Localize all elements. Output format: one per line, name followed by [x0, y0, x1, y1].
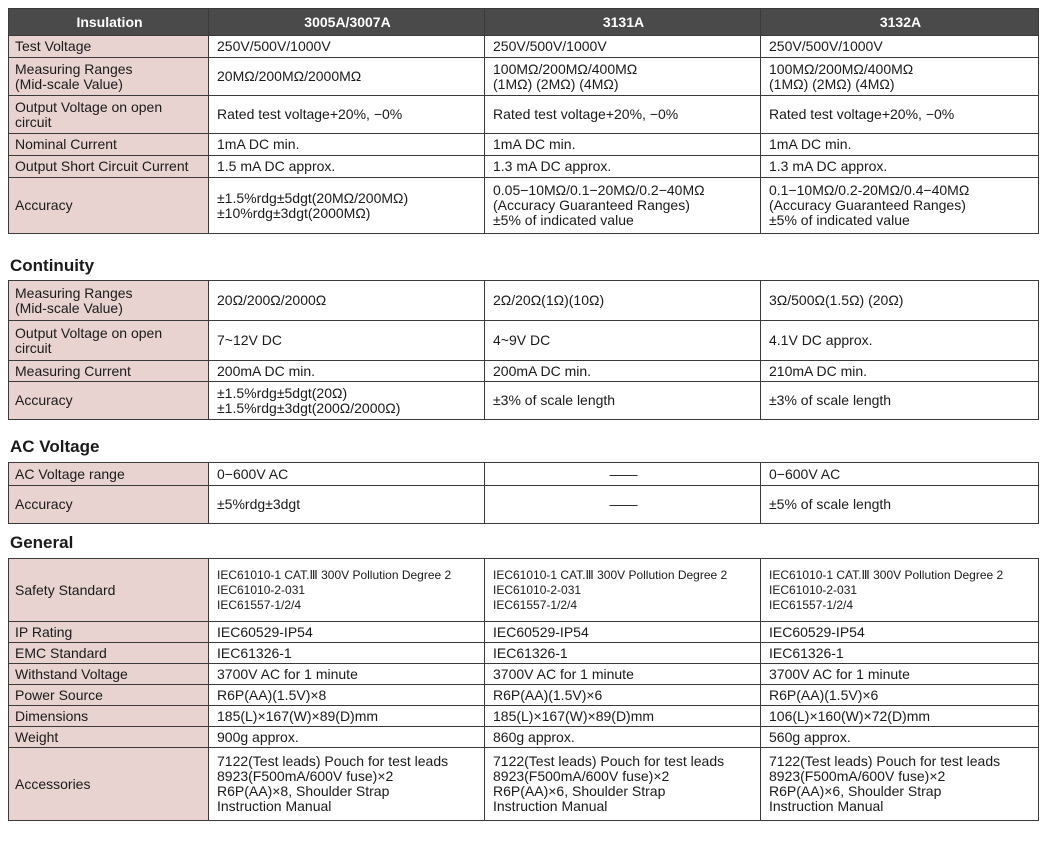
spec-label-line: EMC Standard [15, 644, 107, 661]
spec-value [761, 706, 1039, 727]
spec-value-line: Rated test voltage+20%, −0% [493, 106, 679, 122]
spec-value [761, 643, 1039, 664]
spec-value-line: 7122(Test leads) Pouch for test leads [769, 753, 1001, 769]
spec-value-line: IEC61557-1/2/4 [769, 597, 854, 612]
spec-value [209, 727, 485, 748]
spec-label-line: Measuring Current [15, 362, 131, 379]
spec-value [485, 643, 761, 664]
spec-value-line: 20MΩ/200MΩ/2000MΩ [217, 68, 362, 84]
spec-value [209, 178, 485, 234]
spec-label [9, 643, 209, 664]
spec-row [9, 96, 1039, 134]
ac-voltage-table [8, 462, 1039, 524]
spec-label [9, 622, 209, 643]
spec-label [9, 748, 209, 821]
spec-value [761, 559, 1039, 622]
spec-label-line: Accessories [15, 775, 91, 792]
spec-value [485, 321, 761, 361]
spec-value-line: IEC60529-IP54 [217, 623, 313, 640]
spec-value-line: Rated test voltage+20%, −0% [217, 106, 403, 122]
spec-value-line: IEC61010-1 CAT.Ⅲ 300V Pollution Degree 2 [217, 567, 452, 582]
spec-label [9, 36, 209, 58]
spec-value-line: 1mA DC min. [217, 136, 300, 152]
spec-value-line: 900g approx. [217, 728, 299, 745]
spec-label-line: (Mid-scale Value) [15, 75, 123, 92]
spec-value-line: IEC61010-1 CAT.Ⅲ 300V Pollution Degree 2 [769, 567, 1004, 582]
spec-row [9, 727, 1039, 748]
spec-value [209, 706, 485, 727]
spec-value-line: 0.1−10MΩ/0.2-20MΩ/0.4−40MΩ [769, 182, 970, 198]
spec-value-line: 1.3 mA DC approx. [769, 158, 888, 174]
spec-value [485, 664, 761, 685]
spec-value-line: (1MΩ) (2MΩ) (4MΩ) [769, 75, 895, 92]
spec-value-line: Rated test voltage+20%, −0% [769, 106, 955, 122]
spec-label [9, 727, 209, 748]
spec-value-line: 1mA DC min. [769, 136, 852, 152]
spec-value [485, 58, 761, 96]
spec-value-line: R6P(AA)×6, Shoulder Strap [493, 783, 666, 799]
spec-value-line: IEC61010-2-031 [493, 582, 582, 597]
insulation-table [8, 8, 1039, 234]
model-header-3132a: 3132A [761, 9, 1039, 36]
spec-value-line: 3700V AC for 1 minute [769, 665, 910, 682]
spec-value-line: 4.1V DC approx. [769, 332, 873, 348]
spec-value-line: 20Ω/200Ω/2000Ω [217, 292, 327, 308]
spec-label-line: Power Source [15, 686, 103, 703]
spec-label [9, 134, 209, 156]
spec-value-line: ±5% of indicated value [769, 212, 910, 228]
spec-value [209, 486, 485, 524]
spec-value [485, 559, 761, 622]
spec-value-line: 7~12V DC [217, 332, 282, 348]
spec-value-line: 7122(Test leads) Pouch for test leads [493, 753, 725, 769]
spec-row [9, 36, 1039, 58]
spec-value-line: R6P(AA)(1.5V)×8 [217, 686, 327, 703]
spec-value [209, 134, 485, 156]
spec-row [9, 281, 1039, 321]
spec-value-line: R6P(AA)(1.5V)×6 [493, 686, 603, 703]
spec-row [9, 58, 1039, 96]
spec-label [9, 361, 209, 382]
spec-value [209, 281, 485, 321]
spec-value-line: Instruction Manual [493, 798, 608, 814]
section-title-general: General [10, 533, 74, 552]
spec-value-line: R6P(AA)(1.5V)×6 [769, 686, 879, 703]
spec-value-line: 100MΩ/200MΩ/400MΩ [769, 60, 914, 77]
spec-value-line: 3Ω/500Ω(1.5Ω) (20Ω) [769, 292, 904, 308]
spec-label [9, 321, 209, 361]
spec-value [209, 463, 485, 486]
spec-value [209, 156, 485, 178]
spec-value [761, 382, 1039, 420]
spec-label [9, 486, 209, 524]
spec-value [209, 96, 485, 134]
spec-value-line: IEC60529-IP54 [769, 623, 865, 640]
spec-label [9, 706, 209, 727]
spec-label-line: Test Voltage [15, 38, 92, 54]
spec-value-line: ±5%rdg±3dgt [217, 496, 301, 512]
spec-value [761, 361, 1039, 382]
spec-label [9, 96, 209, 134]
spec-label-line: AC Voltage range [15, 465, 125, 482]
not-applicable-dash: —— [609, 465, 638, 482]
spec-value-line: (1MΩ) (2MΩ) (4MΩ) [493, 75, 619, 92]
spec-value-line: 3700V AC for 1 minute [493, 665, 634, 682]
spec-value [761, 281, 1039, 321]
spec-label [9, 178, 209, 234]
spec-value [209, 643, 485, 664]
spec-value [209, 36, 485, 58]
spec-value-line: ±3% of scale length [769, 392, 892, 408]
spec-value-line: R6P(AA)×6, Shoulder Strap [769, 783, 942, 799]
spec-value-line: (Accuracy Guaranteed Ranges) [493, 197, 690, 213]
section-title-continuity: Continuity [10, 256, 95, 275]
spec-row [9, 559, 1039, 622]
spec-value-line: 560g approx. [769, 728, 851, 745]
spec-value [761, 622, 1039, 643]
spec-label [9, 281, 209, 321]
spec-value-line: IEC61010-1 CAT.Ⅲ 300V Pollution Degree 2 [493, 567, 728, 582]
spec-value-line: 8923(F500mA/600V fuse)×2 [493, 768, 670, 784]
spec-label [9, 463, 209, 486]
spec-value [209, 321, 485, 361]
spec-value [485, 727, 761, 748]
insulation-header-row [9, 9, 1039, 36]
spec-row [9, 134, 1039, 156]
spec-value [761, 36, 1039, 58]
spec-value-line: 200mA DC min. [217, 362, 316, 379]
spec-label [9, 685, 209, 706]
spec-label-line: Output Short Circuit Current [15, 158, 189, 174]
spec-value [485, 156, 761, 178]
spec-value-line: 8923(F500mA/600V fuse)×2 [217, 768, 394, 784]
spec-value-line: ±1.5%rdg±3dgt(200Ω/2000Ω) [217, 399, 401, 416]
spec-value-line: ±5% of scale length [769, 496, 892, 512]
spec-row [9, 178, 1039, 234]
spec-value-line: IEC61557-1/2/4 [217, 597, 302, 612]
spec-value-line: 8923(F500mA/600V fuse)×2 [769, 768, 946, 784]
spec-value [485, 706, 761, 727]
spec-row [9, 486, 1039, 524]
spec-label-line: Withstand Voltage [15, 665, 128, 682]
spec-value-line: 0.05−10MΩ/0.1−20MΩ/0.2−40MΩ [493, 182, 705, 198]
spec-value-line: IEC61557-1/2/4 [493, 597, 578, 612]
spec-label-line: circuit [15, 339, 52, 356]
spec-value [485, 178, 761, 234]
spec-value-line: 185(L)×167(W)×89(D)mm [493, 707, 655, 724]
spec-value-line: 7122(Test leads) Pouch for test leads [217, 753, 449, 769]
spec-value-line: ±5% of indicated value [493, 212, 634, 228]
spec-label [9, 559, 209, 622]
model-header-3005a-3007a: 3005A/3007A [209, 9, 485, 36]
spec-row [9, 622, 1039, 643]
spec-value-line: 200mA DC min. [493, 362, 592, 379]
spec-value [761, 178, 1039, 234]
spec-value [485, 361, 761, 382]
spec-value-line: 250V/500V/1000V [217, 38, 331, 54]
spec-value [209, 361, 485, 382]
spec-label-line: IP Rating [15, 623, 73, 640]
spec-value [761, 486, 1039, 524]
general-table [8, 558, 1039, 821]
spec-label [9, 664, 209, 685]
spec-value-line: 1.3 mA DC approx. [493, 158, 612, 174]
spec-value [485, 685, 761, 706]
spec-label-line: Nominal Current [15, 136, 117, 152]
spec-value [209, 664, 485, 685]
spec-value-line: IEC61326-1 [769, 644, 844, 661]
spec-label [9, 156, 209, 178]
spec-label-line: Accuracy [15, 392, 73, 408]
spec-row [9, 321, 1039, 361]
spec-value [209, 748, 485, 821]
spec-value-line: 100MΩ/200MΩ/400MΩ [493, 60, 638, 77]
spec-value-line: 250V/500V/1000V [493, 38, 607, 54]
spec-label-line: circuit [15, 113, 52, 130]
section-title-ac-voltage: AC Voltage [10, 437, 100, 456]
continuity-table [8, 280, 1039, 420]
spec-row [9, 643, 1039, 664]
spec-value [761, 134, 1039, 156]
spec-value-line: 1mA DC min. [493, 136, 576, 152]
spec-value-line: IEC61326-1 [493, 644, 568, 661]
spec-value [485, 382, 761, 420]
spec-label-line: Accuracy [15, 496, 73, 512]
spec-value-line: 106(L)×160(W)×72(D)mm [769, 707, 931, 724]
section-title-insulation: Insulation [9, 9, 209, 36]
spec-value [209, 382, 485, 420]
spec-row [9, 685, 1039, 706]
spec-value [485, 36, 761, 58]
spec-row [9, 361, 1039, 382]
not-applicable-dash: —— [609, 496, 638, 512]
spec-row [9, 748, 1039, 821]
spec-value-line: 210mA DC min. [769, 362, 868, 379]
spec-value [485, 96, 761, 134]
spec-value-line: IEC61010-2-031 [769, 582, 858, 597]
spec-value-line: 250V/500V/1000V [769, 38, 883, 54]
spec-label-line: Output Voltage on open [15, 324, 163, 341]
spec-value-line: 1.5 mA DC approx. [217, 158, 336, 174]
spec-value [761, 156, 1039, 178]
spec-value [761, 685, 1039, 706]
spec-value-line: 3700V AC for 1 minute [217, 665, 358, 682]
spec-value [209, 622, 485, 643]
spec-value-line: IEC61010-2-031 [217, 582, 306, 597]
spec-label-line: Safety Standard [15, 581, 116, 598]
spec-value [485, 748, 761, 821]
spec-label-line: (Mid-scale Value) [15, 299, 123, 316]
spec-value [761, 664, 1039, 685]
spec-value [761, 58, 1039, 96]
spec-value-line: R6P(AA)×8, Shoulder Strap [217, 783, 390, 799]
spec-value-line: 2Ω/20Ω(1Ω)(10Ω) [493, 292, 605, 308]
spec-value-line: IEC61326-1 [217, 644, 292, 661]
spec-row [9, 706, 1039, 727]
spec-value-line: ±1.5%rdg±5dgt(20Ω) [217, 384, 348, 401]
spec-value-line: (Accuracy Guaranteed Ranges) [769, 197, 966, 213]
spec-value-line: 185(L)×167(W)×89(D)mm [217, 707, 379, 724]
spec-value [761, 748, 1039, 821]
spec-value [761, 321, 1039, 361]
spec-value-line: 0−600V AC [217, 465, 289, 482]
spec-value [485, 134, 761, 156]
spec-value [209, 559, 485, 622]
spec-label [9, 58, 209, 96]
spec-value [761, 727, 1039, 748]
spec-label-line: Weight [15, 728, 59, 745]
spec-value [761, 463, 1039, 486]
spec-value-line: ±10%rdg±3dgt(2000MΩ) [217, 204, 371, 221]
spec-label-line: Measuring Ranges [15, 284, 133, 301]
spec-label-line: Accuracy [15, 197, 73, 213]
spec-value [485, 281, 761, 321]
spec-value-line: 0−600V AC [769, 465, 841, 482]
spec-value-line: 4~9V DC [493, 332, 551, 348]
spec-label-line: Dimensions [15, 707, 89, 724]
spec-value-line: ±1.5%rdg±5dgt(20MΩ/200MΩ) [217, 189, 409, 206]
spec-value [485, 622, 761, 643]
spec-value [485, 463, 761, 486]
spec-value-line: ±3% of scale length [493, 392, 616, 408]
spec-value-line: IEC60529-IP54 [493, 623, 589, 640]
spec-row [9, 156, 1039, 178]
spec-value-line: 860g approx. [493, 728, 575, 745]
model-header-3131a: 3131A [485, 9, 761, 36]
spec-row [9, 463, 1039, 486]
spec-label-line: Output Voltage on open [15, 98, 163, 115]
spec-value [209, 685, 485, 706]
spec-value-line: Instruction Manual [217, 798, 332, 814]
spec-value [485, 486, 761, 524]
spec-label [9, 382, 209, 420]
spec-row [9, 382, 1039, 420]
spec-label-line: Measuring Ranges [15, 60, 133, 77]
spec-value [761, 96, 1039, 134]
spec-row [9, 664, 1039, 685]
spec-value-line: Instruction Manual [769, 798, 884, 814]
spec-value [209, 58, 485, 96]
